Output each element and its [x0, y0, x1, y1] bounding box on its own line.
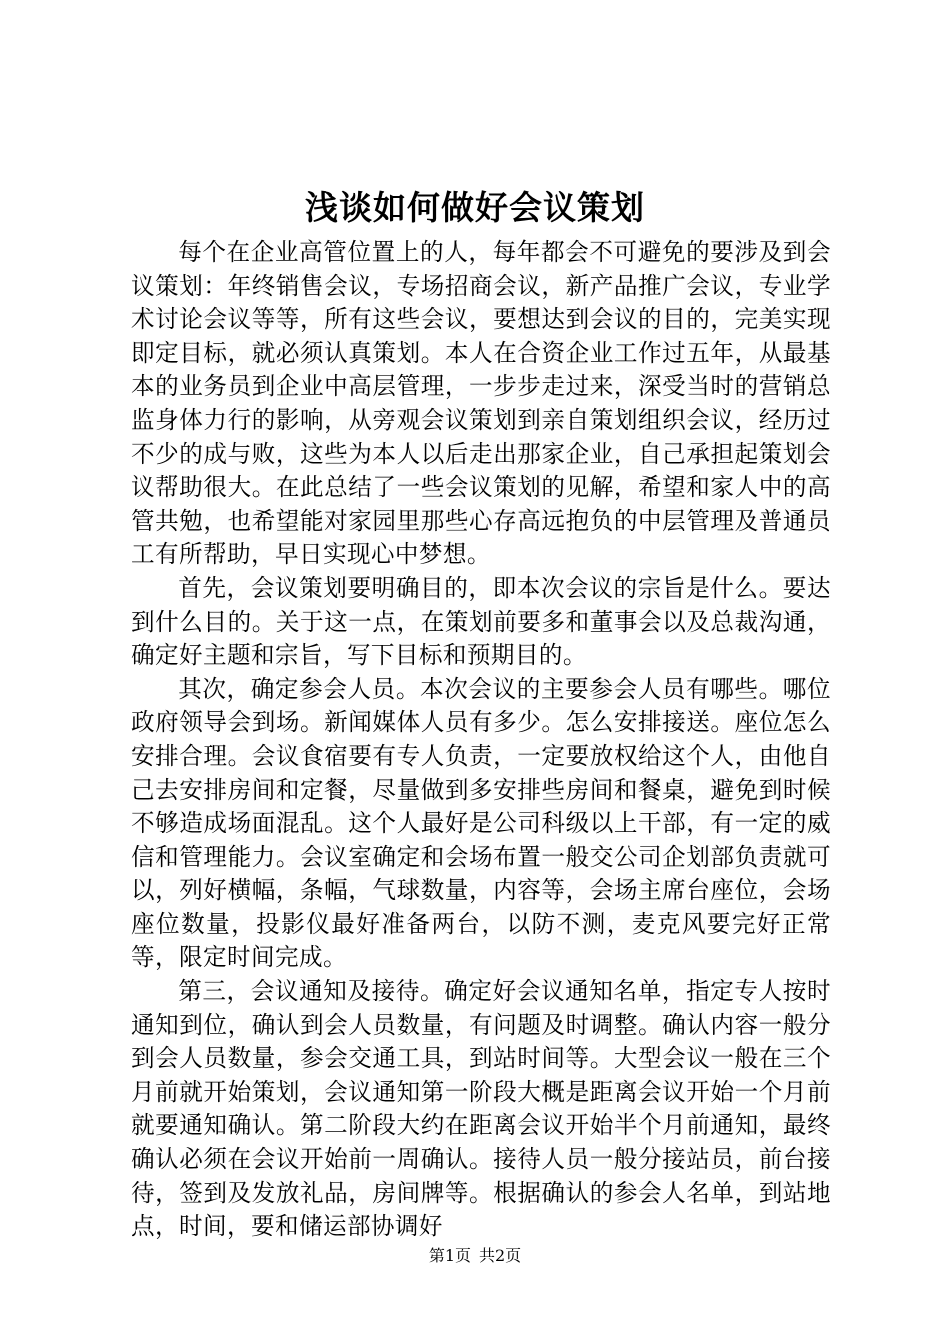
page-footer: [0, 1245, 950, 1267]
page-total: 共2页: [479, 1246, 522, 1265]
paragraph-second: 其次，确定参会人员。本次会议的主要参会人员有哪些。哪位政府领导会到场。新闻媒体人员有多少。怎么安排接送。座位怎么安排合理。会议食宿要有专人负责，一定要放权给这个人，由他自己去安排房间和定餐，尽量做到多安排些房间和餐桌，避免到时候不够造成场面混乱。这个人最好是公司科级以上干部，有一定的威信和管理能力。会议室确定和会场布置一般交公司企划部负责就可以，列好横幅，条幅，气球数量，内容等，会场主席台座位，会场座位数量，投影仪最好准备两台，以防不测，麦克风要完好正常等，限定时间完成。: [131, 674, 831, 972]
page-title: 浅谈如何做好会议策划: [305, 188, 645, 227]
document-body: [131, 236, 831, 1244]
paragraph-intro: 每个在企业高管位置上的人，每年都会不可避免的要涉及到会议策划：年终销售会议，专场招商会议，新产品推广会议，专业学术讨论会议等等，所有这些会议，要想达到会议的目的，完美实现即定目标，就必须认真策划。本人在合资企业工作过五年，从最基本的业务员到企业中高层管理，一步步走过来，深受当时的营销总监身体力行的影响，从旁观会议策划到亲自策划组织会议，经历过不少的成与败，这些为本人以后走出那家企业，自己承担起策划会议帮助很大。在此总结了一些会议策划的见解，希望和家人中的高管共勉，也希望能对家园里那些心存高远抱负的中层管理及普通员工有所帮助，早日实现心中梦想。: [131, 238, 831, 569]
paragraph-first: 首先，会议策划要明确目的，即本次会议的宗旨是什么。要达到什么目的。关于这一点，在策划前要多和董事会以及总裁沟通，确定好主题和宗旨，写下目标和预期目的。: [131, 573, 831, 670]
paragraph-third: 第三，会议通知及接待。确定好会议通知名单，指定专人按时通知到位，确认到会人员数量，有问题及时调整。确认内容一般分到会人员数量，参会交通工具，到站时间等。大型会议一般在三个月前就开始策划，会议通知第一阶段大概是距离会议开始一个月前就要通知确认。第二阶段大约在距离会议开始半个月前通知，最终确认必须在会议开始前一周确认。接待人员一般分接站员，前台接待，签到及发放礼品，房间牌等。根据确认的参会人名单，到站地点，时间，要和储运部协调好: [131, 977, 831, 1241]
page-number: 第1页: [428, 1246, 471, 1265]
